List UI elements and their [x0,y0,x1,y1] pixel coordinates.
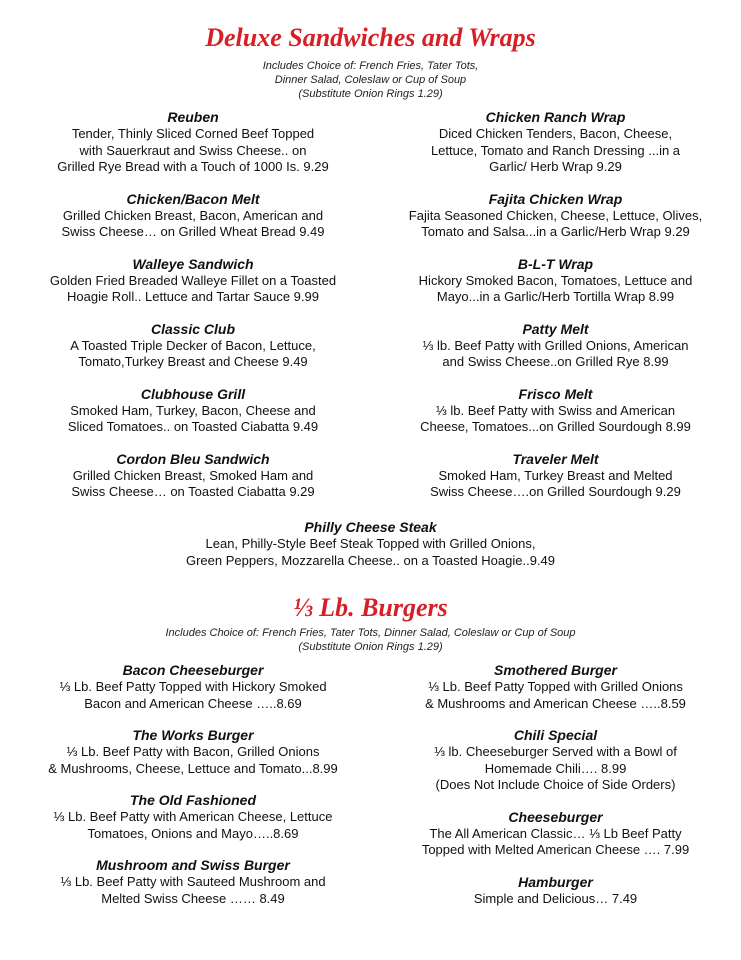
menu-item [378,191,733,241]
item-desc-line: Grilled Chicken Breast, Smoked Ham and [72,467,314,483]
burgers-right-column [378,662,733,922]
item-name: Classic Club [150,320,236,337]
menu-item [8,451,378,501]
item-name: Chili Special [513,727,598,743]
item-desc-line: ⅓ Lb. Beef Patty Topped with Hickory Smoked [59,679,327,694]
item-desc-line: ⅓ lb. Beef Patty with Swiss and American [435,402,676,418]
item-desc-line: Diced Chicken Tenders, Bacon, Cheese, [438,126,673,141]
menu-item [8,792,378,842]
menu-item [378,874,733,908]
item-desc-line: A Toasted Triple Decker of Bacon, Lettuce, [70,337,316,353]
item-name: Traveler Melt [512,450,599,467]
sandwiches-left-column [8,109,378,516]
item-name: The Old Fashioned [129,792,256,808]
menu-item [8,109,378,176]
item-desc-line: Bacon and American Cheese …..8.69 [84,695,302,711]
item-desc-line: Hoagie Roll.. Lettuce and Tartar Sauce 9.99 [67,289,319,304]
item-name: Smothered Burger [494,662,617,678]
sandwiches-columns [0,109,741,516]
item-desc-line: ⅓ lb. Cheeseburger Served with a Bowl of [434,744,677,759]
item-desc-line: with Sauerkraut and Swiss Cheese.. on [79,142,307,158]
menu-item [378,809,733,859]
item-desc-line: Fajita Seasoned Chicken, Cheese, Lettuce, Olives, [408,207,703,223]
menu-item [378,727,733,794]
item-name: Reuben [167,109,219,125]
item-desc-line: Swiss Cheese… on Toasted Ciabatta 9.29 [71,484,315,499]
item-desc-line: ⅓ Lb. Beef Patty with American Cheese, Lettuce [53,809,333,824]
menu-item [378,662,733,712]
menu-item [8,662,378,712]
item-desc-line: Green Peppers, Mozzarella Cheese.. on a Toasted Hoagie..9.49 [185,552,556,568]
item-desc-line: Smoked Ham, Turkey, Bacon, Cheese and [70,402,316,418]
includes-line: (Substitute Onion Rings 1.29) [298,88,443,100]
item-desc-line: Cheese, Tomatoes...on Grilled Sourdough 8.99 [420,419,691,434]
burgers-left-column [8,662,378,922]
item-desc-line: Garlic/ Herb Wrap 9.29 [489,159,622,174]
menu-item [8,727,378,777]
item-name: Clubhouse Grill [140,385,246,402]
item-desc-line: (Does Not Include Choice of Side Orders) [435,777,676,792]
item-desc-line: Smoked Ham, Turkey Breast and Melted [438,467,673,483]
item-desc-line: Topped with Melted American Cheese …. 7.99 [421,842,690,857]
item-name: Fajita Chicken Wrap [488,190,623,207]
menu-item [378,109,733,176]
item-name: Chicken/Bacon Melt [126,190,260,207]
item-name: Chicken Ranch Wrap [485,109,626,125]
burgers-includes [0,626,741,654]
includes-line: Includes Choice of: French Fries, Tater Tots, Dinner Salad, Coleslaw or Cup of Soup [165,627,576,639]
item-desc-line: Lean, Philly-Style Beef Steak Topped with Grilled Onions, [205,536,536,551]
item-name: Cheeseburger [508,808,603,825]
item-name: Frisco Melt [518,385,593,402]
item-desc-line: Tomato and Salsa...in a Garlic/Herb Wrap 9.29 [421,224,690,239]
menu-item [8,857,378,907]
item-desc-line: Sliced Tomatoes.. on Toasted Ciabatta 9.49 [67,419,319,434]
item-desc-line: & Mushrooms, Cheese, Lettuce and Tomato...8.99 [48,760,338,776]
menu-item-philly [0,519,741,569]
item-desc-line: Hickory Smoked Bacon, Tomatoes, Lettuce and [418,272,693,288]
item-desc-line: Homemade Chili…. 8.99 [484,760,627,776]
menu-item [8,321,378,371]
item-desc-line: Mayo...in a Garlic/Herb Tortilla Wrap 8.99 [436,289,675,304]
burgers-columns [0,662,741,922]
item-desc-line: Grilled Chicken Breast, Bacon, American and [62,207,324,223]
item-desc-line: Tender, Thinly Sliced Corned Beef Topped [71,126,315,141]
item-name: Hamburger [518,873,593,890]
item-desc-line: Tomatoes, Onions and Mayo…..8.69 [87,825,299,841]
item-desc-line: ⅓ Lb. Beef Patty with Bacon, Grilled Onions [66,744,320,759]
item-desc-line: Swiss Cheese….on Grilled Sourdough 9.29 [430,484,681,499]
sandwiches-includes [0,59,741,101]
item-desc-line: Tomato,Turkey Breast and Cheese 9.49 [78,354,308,369]
menu-item [378,386,733,436]
item-desc-line: ⅓ Lb. Beef Patty with Sauteed Mushroom and [60,874,326,889]
menu-item [8,256,378,306]
item-name: Philly Cheese Steak [304,519,437,535]
item-desc-line: ⅓ lb. Beef Patty with Grilled Onions, American [422,337,689,353]
sandwiches-title: Deluxe Sandwiches and Wraps [205,23,536,52]
item-desc-line: ⅓ Lb. Beef Patty Topped with Grilled Onions [428,679,683,694]
item-desc-line: Lettuce, Tomato and Ranch Dressing ...in a [430,142,681,158]
item-name: Bacon Cheeseburger [122,662,264,678]
item-desc-line: Swiss Cheese… on Grilled Wheat Bread 9.49 [61,224,325,239]
menu-item [8,386,378,436]
item-name: Patty Melt [522,320,589,337]
item-desc-line: Melted Swiss Cheese …… 8.49 [101,890,285,906]
menu-item [8,191,378,241]
item-desc-line: Golden Fried Breaded Walleye Fillet on a Toasted [49,272,337,288]
item-desc-line: Simple and Delicious… 7.49 [473,890,638,906]
menu-item [378,256,733,306]
includes-line: (Substitute Onion Rings 1.29) [298,641,443,653]
sandwiches-right-column [378,109,733,516]
item-desc-line: Grilled Rye Bread with a Touch of 1000 Is. 9.29 [57,159,329,174]
item-desc-line: & Mushrooms and American Cheese …..8.59 [425,695,686,711]
item-name: The Works Burger [132,727,254,743]
includes-line: Includes Choice of: French Fries, Tater Tots, [262,60,479,72]
item-name: Walleye Sandwich [132,255,254,272]
burgers-title: ⅓ Lb. Burgers [293,593,448,622]
item-name: B-L-T Wrap [517,255,594,272]
item-name: Mushroom and Swiss Burger [96,857,290,873]
item-name: Cordon Bleu Sandwich [116,450,270,467]
item-desc-line: and Swiss Cheese..on Grilled Rye 8.99 [442,354,669,369]
menu-item [378,451,733,501]
menu-item [378,321,733,371]
item-desc-line: The All American Classic… ⅓ Lb Beef Patty [429,825,682,841]
includes-line: Dinner Salad, Coleslaw or Cup of Soup [274,74,467,86]
